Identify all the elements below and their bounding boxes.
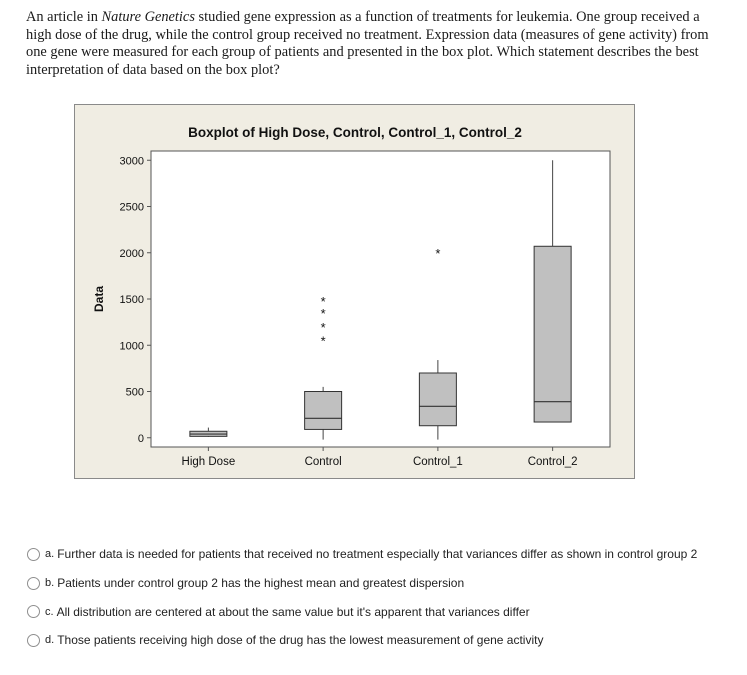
- y-tick-label: 2500: [119, 201, 144, 214]
- chart-title: Boxplot of High Dose, Control, Control_1, Control_2: [188, 125, 522, 140]
- outlier-point: *: [320, 305, 326, 321]
- radio-option-d[interactable]: [27, 634, 40, 647]
- y-tick-label: 500: [125, 386, 144, 399]
- answer-options: [27, 540, 742, 655]
- radio-option-b[interactable]: [27, 577, 40, 590]
- question-part2: studied gene expression as a function of treatments for leukemia. One group received a high dose of the drug, while the control group received no treatment. Expression data (measures of gene activity) from one gene were measured for each group of patients and presented in the box plot. Which statement describes the best interpretation of data based on the box plot?: [26, 9, 709, 78]
- x-tick-label: High Dose: [181, 456, 236, 468]
- option-c-letter: c.: [45, 605, 54, 618]
- y-tick-label: 2000: [119, 247, 144, 260]
- radio-option-c[interactable]: [27, 605, 40, 618]
- option-d[interactable]: [27, 626, 742, 655]
- y-tick-label: 1000: [119, 340, 144, 353]
- option-c[interactable]: [27, 597, 742, 626]
- outlier-point: *: [320, 293, 326, 309]
- option-d-text: Those patients receiving high dose of the drug has the lowest measurement of gene activity: [57, 633, 544, 648]
- boxplot-svg: [75, 105, 636, 480]
- question-part1: An article in: [26, 9, 102, 25]
- radio-option-a[interactable]: [27, 548, 40, 561]
- x-tick-label: Control: [304, 456, 342, 468]
- option-a-letter: a.: [45, 548, 55, 561]
- x-tick-label: Control_2: [527, 456, 578, 468]
- option-a[interactable]: [27, 540, 742, 569]
- question-text: [26, 9, 716, 79]
- option-b-text: Patients under control group 2 has the highest mean and greatest dispersion: [57, 576, 465, 591]
- box-iqr: [534, 246, 571, 422]
- y-tick-label: 3000: [119, 155, 144, 168]
- option-b-letter: b.: [45, 577, 55, 590]
- outlier-point: *: [320, 319, 326, 335]
- y-tick-label: 0: [137, 432, 144, 445]
- journal-name: Nature Genetics: [101, 9, 195, 25]
- y-axis-label: Data: [92, 285, 106, 313]
- box-iqr: [305, 392, 342, 430]
- option-b[interactable]: [27, 569, 742, 598]
- box-iqr: [419, 373, 456, 426]
- outlier-point: *: [435, 245, 441, 261]
- option-c-text: All distribution are centered at about the same value but it's apparent that variances differ: [56, 604, 530, 619]
- boxplot-chart: [74, 104, 635, 479]
- x-tick-label: Control_1: [412, 456, 463, 468]
- y-tick-label: 1500: [119, 294, 144, 306]
- outlier-point: *: [320, 333, 326, 349]
- option-d-letter: d.: [45, 634, 55, 647]
- option-a-text: Further data is needed for patients that received no treatment especially that variances differ as shown in control group 2: [57, 547, 698, 562]
